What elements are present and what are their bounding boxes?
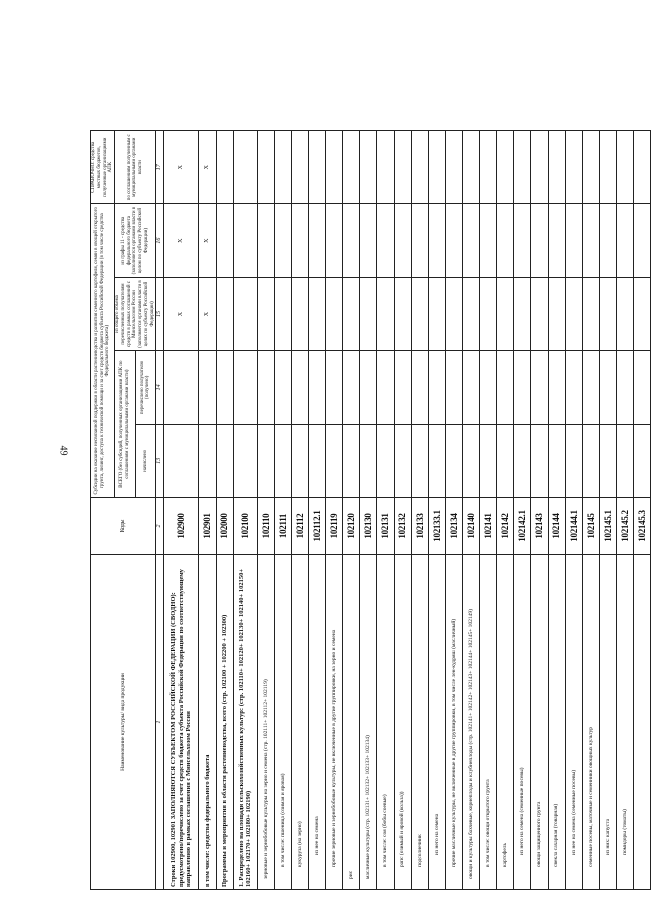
row-name: 1. Распределено на площади сельскохозяйственных культур: (стр. 102110+ 102120+ 102130+ 102140+ 102150+ 102160+ 102170+ 102180+ 102190): [233, 555, 257, 890]
row-value-cell: [582, 204, 599, 277]
row-name: масличные культуры (стр. 102131+ 102132+ 102133+ 102134): [360, 555, 377, 890]
table-row: [463, 131, 480, 890]
row-value-cell: [548, 204, 565, 277]
row-code: 102145.2: [616, 498, 633, 555]
row-value-cell: [274, 131, 291, 204]
row-value-cell: [257, 204, 274, 277]
row-value-cell: [480, 131, 497, 204]
row-value-cell: [531, 204, 548, 277]
table-row: [548, 131, 565, 890]
row-name: в том числе: пшеница (озимая и яровая): [274, 555, 291, 890]
row-value-cell: [309, 351, 326, 424]
row-code: 102130: [360, 498, 377, 555]
row-value-cell: [565, 277, 582, 350]
row-code: 102141: [480, 498, 497, 555]
row-value-cell: [582, 424, 599, 497]
row-value-cell: X: [164, 277, 199, 350]
row-value-cell: [326, 277, 343, 350]
row-value-cell: [216, 204, 233, 277]
header-reference-group: СПРАВОЧНО: средства местных бюджетов, полученные организациями АПК: [91, 131, 115, 204]
row-value-cell: [634, 424, 651, 497]
table-row: [199, 131, 216, 890]
row-code: 102143: [531, 498, 548, 555]
row-value-cell: [274, 351, 291, 424]
row-value-cell: [233, 277, 257, 350]
row-name: картофель: [497, 555, 514, 890]
row-name: из нее на семена (семенные посевы): [565, 555, 582, 890]
row-value-cell: [291, 424, 308, 497]
row-code: 102131: [377, 498, 394, 555]
row-name: в том числе: овощи открытого грунта: [480, 555, 497, 890]
table-row: [326, 131, 343, 890]
row-value-cell: [233, 424, 257, 497]
row-value-cell: X: [164, 204, 199, 277]
row-name: из него на семена (семенные посевы): [514, 555, 531, 890]
row-value-cell: [257, 424, 274, 497]
row-value-cell: [199, 424, 216, 497]
row-code: 102134: [445, 498, 462, 555]
row-value-cell: [274, 424, 291, 497]
table-row: [343, 131, 360, 890]
row-value-cell: [463, 131, 480, 204]
colnum-2: 2: [156, 498, 164, 555]
row-code: 102133: [411, 498, 428, 555]
row-value-cell: [548, 131, 565, 204]
page-number: 49: [57, 445, 69, 456]
table-row: [291, 131, 308, 890]
row-value-cell: [565, 204, 582, 277]
row-value-cell: [497, 351, 514, 424]
table-row: [233, 131, 257, 890]
row-value-cell: [445, 131, 462, 204]
row-code: 102142.1: [514, 498, 531, 555]
row-value-cell: [343, 424, 360, 497]
row-value-cell: [428, 351, 445, 424]
row-value-cell: [394, 131, 411, 204]
row-value-cell: [514, 204, 531, 277]
row-value-cell: [565, 351, 582, 424]
row-code: 102112: [291, 498, 308, 555]
header-transferred: перечислено получателю (получено): [135, 351, 156, 424]
row-code: 102144: [548, 498, 565, 555]
row-value-cell: [326, 204, 343, 277]
row-value-cell: [343, 351, 360, 424]
row-name: рис: [343, 555, 360, 890]
row-code: 102145.3: [634, 498, 651, 555]
row-value-cell: [497, 424, 514, 497]
row-value-cell: [514, 424, 531, 497]
header-code: Коды: [91, 498, 156, 555]
row-value-cell: [326, 424, 343, 497]
row-value-cell: [360, 351, 377, 424]
row-code: 102100: [233, 498, 257, 555]
table-row: [497, 131, 514, 890]
row-code: 102119: [326, 498, 343, 555]
row-value-cell: [326, 351, 343, 424]
row-value-cell: [274, 204, 291, 277]
row-value-cell: [497, 277, 514, 350]
rotated-table-wrapper: [90, 130, 647, 890]
table-body: [164, 131, 651, 890]
row-value-cell: [599, 131, 616, 204]
row-value-cell: [480, 277, 497, 350]
row-value-cell: [394, 351, 411, 424]
row-value-cell: [291, 204, 308, 277]
column-number-row: [156, 131, 164, 890]
row-value-cell: [309, 204, 326, 277]
colnum-13: 13: [156, 424, 164, 497]
row-value-cell: [411, 131, 428, 204]
row-value-cell: [394, 204, 411, 277]
table-row: [360, 131, 377, 890]
row-value-cell: [548, 351, 565, 424]
table-row: [257, 131, 274, 890]
row-value-cell: [565, 131, 582, 204]
header-federal: из общего объема перечисленных получателям средств в рамках соглашений с Минсельхозом России (заполняется органами власти в целях по субъекту Российской Федерации): [115, 277, 156, 350]
header-reference-sub: по соглашениям полученным с муниципальными органами власти: [115, 131, 156, 204]
row-value-cell: [616, 424, 633, 497]
row-value-cell: [582, 351, 599, 424]
table-row: [164, 131, 199, 890]
row-value-cell: [634, 131, 651, 204]
row-value-cell: [274, 277, 291, 350]
row-value-cell: [497, 204, 514, 277]
row-code: 102144.1: [565, 498, 582, 555]
row-value-cell: [377, 424, 394, 497]
header-line11: из графы 11 - средства федерального бюджета (заполняется органами власти в целом по субъекту Российской Федерации): [115, 204, 156, 277]
row-value-cell: [377, 351, 394, 424]
row-value-cell: [291, 351, 308, 424]
row-value-cell: [257, 131, 274, 204]
row-value-cell: [233, 351, 257, 424]
row-value-cell: [343, 131, 360, 204]
row-value-cell: [428, 204, 445, 277]
colnum-15: 15: [156, 277, 164, 350]
row-value-cell: [582, 277, 599, 350]
row-value-cell: [463, 351, 480, 424]
row-value-cell: [233, 204, 257, 277]
table-row: [216, 131, 233, 890]
row-value-cell: [309, 424, 326, 497]
row-code: 102901: [199, 498, 216, 555]
row-value-cell: [428, 424, 445, 497]
row-value-cell: [463, 277, 480, 350]
row-value-cell: [548, 277, 565, 350]
row-value-cell: [463, 424, 480, 497]
row-value-cell: [599, 204, 616, 277]
row-value-cell: [377, 204, 394, 277]
row-value-cell: [497, 131, 514, 204]
row-value-cell: [445, 277, 462, 350]
row-value-cell: [480, 204, 497, 277]
row-value-cell: [411, 204, 428, 277]
colnum-14: 14: [156, 351, 164, 424]
row-name: зерновые и зернобобовые культуры на зерно и семена (стр. 102111+ 102112+ 102119): [257, 555, 274, 890]
row-value-cell: [616, 204, 633, 277]
row-value-cell: [428, 277, 445, 350]
colnum-1: 1: [156, 555, 164, 890]
table-row: [445, 131, 462, 890]
row-value-cell: [411, 351, 428, 424]
row-name: свекла сахарная (товарная): [548, 555, 565, 890]
row-value-cell: [394, 424, 411, 497]
row-value-cell: [309, 277, 326, 350]
row-value-cell: [599, 424, 616, 497]
row-value-cell: [326, 131, 343, 204]
row-value-cell: [514, 351, 531, 424]
row-value-cell: [291, 277, 308, 350]
row-code: 102145: [582, 498, 599, 555]
row-value-cell: [216, 131, 233, 204]
header-name: Наименование культуры/ вида продукции: [91, 555, 156, 890]
row-code: 102111: [274, 498, 291, 555]
row-value-cell: [199, 351, 216, 424]
row-code: 102140: [463, 498, 480, 555]
row-name: [634, 555, 651, 890]
row-value-cell: [216, 424, 233, 497]
row-value-cell: [428, 131, 445, 204]
row-name: Программы и мероприятия в области растениеводства, всего (стр. 102100 + 102200 + 102300): [216, 555, 233, 890]
row-code: 102145.1: [599, 498, 616, 555]
subsidy-table: [90, 130, 651, 890]
row-value-cell: X: [199, 277, 216, 350]
row-name: овощи и культуры бахчевые, корнеплоды и клубнеплоды (стр. 102141+ 102142+ 102143+ 102144+ 102145+ 102149): [463, 555, 480, 890]
row-value-cell: [411, 424, 428, 497]
row-value-cell: [343, 277, 360, 350]
row-code: 102120: [343, 498, 360, 555]
row-value-cell: [531, 351, 548, 424]
row-name: овощи защищенного грунта: [531, 555, 548, 890]
row-name: в том числе: соя (бобы соевые): [377, 555, 394, 890]
row-value-cell: [377, 277, 394, 350]
row-name: прочие масличные культуры, не включенные в другие группировки, в том числе лен-кудряш (масличный): [445, 555, 462, 890]
row-name: прочие зерновые и зернобобовые культуры, не включенные в другие группировки, на зерно и семена: [326, 555, 343, 890]
table-row: [428, 131, 445, 890]
row-value-cell: [164, 424, 199, 497]
colnum-16: 16: [156, 204, 164, 277]
row-value-cell: [257, 351, 274, 424]
row-value-cell: [634, 277, 651, 350]
row-value-cell: [634, 351, 651, 424]
row-code: 102000: [216, 498, 233, 555]
row-value-cell: [360, 204, 377, 277]
row-name: семенные посевы, маточные и семенники овощных культур: [582, 555, 599, 890]
row-value-cell: [531, 131, 548, 204]
table-row: [309, 131, 326, 890]
row-value-cell: X: [199, 131, 216, 204]
row-value-cell: [616, 351, 633, 424]
row-value-cell: [291, 131, 308, 204]
table-row: [377, 131, 394, 890]
table-row: [480, 131, 497, 890]
row-value-cell: [480, 424, 497, 497]
row-value-cell: [445, 204, 462, 277]
row-value-cell: [360, 277, 377, 350]
row-value-cell: [233, 131, 257, 204]
table-row: [634, 131, 651, 890]
row-value-cell: [343, 204, 360, 277]
row-value-cell: [634, 204, 651, 277]
row-value-cell: [531, 424, 548, 497]
row-value-cell: [616, 131, 633, 204]
row-name: помидоры (томаты): [616, 555, 633, 890]
row-value-cell: [565, 424, 582, 497]
row-value-cell: [394, 277, 411, 350]
row-name: рапс (озимый и яровой (кольза)): [394, 555, 411, 890]
row-value-cell: [599, 277, 616, 350]
header-subsidy-group: Субсидии на оказание несвязанной поддержки в области растениеводства и развития семенного картофеля, семян в овощей открытого грунта, лизинг, доступа к технической помощи и за счет средств бюджета субъекта Российской Федерации (в том числе средства Федерального бюджета): [91, 204, 115, 498]
row-value-cell: [463, 204, 480, 277]
row-name: в том числе: средства федерального бюджета: [199, 555, 216, 890]
row-value-cell: [164, 351, 199, 424]
row-value-cell: [445, 424, 462, 497]
row-value-cell: X: [164, 131, 199, 204]
row-value-cell: [582, 131, 599, 204]
row-name: Строки 102900, 102901 ЗАПОЛНЯЮТСЯ СУБЪЕКТОМ РОССИЙСКОЙ ФЕДЕРАЦИИ (СВОДНО): предусмотрено/перечислено за счет средств бюджета субъекта Российской Федерации по соответствующему направлению в рамках соглашения с Минсельхозом России: [164, 555, 199, 890]
row-value-cell: [216, 277, 233, 350]
table-row: [565, 131, 582, 890]
row-value-cell: [360, 131, 377, 204]
header-total: ВСЕГО (без субсидий, полученных организациями АПК по соглашениям с муниципальными органами власти): [115, 351, 136, 498]
row-value-cell: [548, 424, 565, 497]
row-name: из него на семена: [428, 555, 445, 890]
row-value-cell: [257, 277, 274, 350]
row-value-cell: [377, 131, 394, 204]
table-row: [411, 131, 428, 890]
row-code: 102132: [394, 498, 411, 555]
row-code: 102112.1: [309, 498, 326, 555]
row-value-cell: [599, 351, 616, 424]
table-row: [394, 131, 411, 890]
row-value-cell: [480, 351, 497, 424]
row-name: из нее на семена: [309, 555, 326, 890]
row-value-cell: [309, 131, 326, 204]
row-value-cell: [514, 277, 531, 350]
row-code: 102110: [257, 498, 274, 555]
row-value-cell: [216, 351, 233, 424]
table-row: [582, 131, 599, 890]
header-accrued: начислено: [135, 424, 156, 497]
row-value-cell: [514, 131, 531, 204]
row-name: подсолнечник: [411, 555, 428, 890]
row-value-cell: [616, 277, 633, 350]
row-name: из них: капуста: [599, 555, 616, 890]
header-row-1: [91, 131, 115, 890]
row-value-cell: X: [199, 204, 216, 277]
row-code: 102133.1: [428, 498, 445, 555]
row-value-cell: [445, 351, 462, 424]
row-code: 102900: [164, 498, 199, 555]
table-row: [599, 131, 616, 890]
row-value-cell: [360, 424, 377, 497]
colnum-17: 17: [156, 131, 164, 204]
row-value-cell: [531, 277, 548, 350]
table-row: [274, 131, 291, 890]
table-row: [514, 131, 531, 890]
row-code: 102142: [497, 498, 514, 555]
table-row: [531, 131, 548, 890]
table-row: [616, 131, 633, 890]
row-name: кукуруза (на зерно): [291, 555, 308, 890]
row-value-cell: [411, 277, 428, 350]
